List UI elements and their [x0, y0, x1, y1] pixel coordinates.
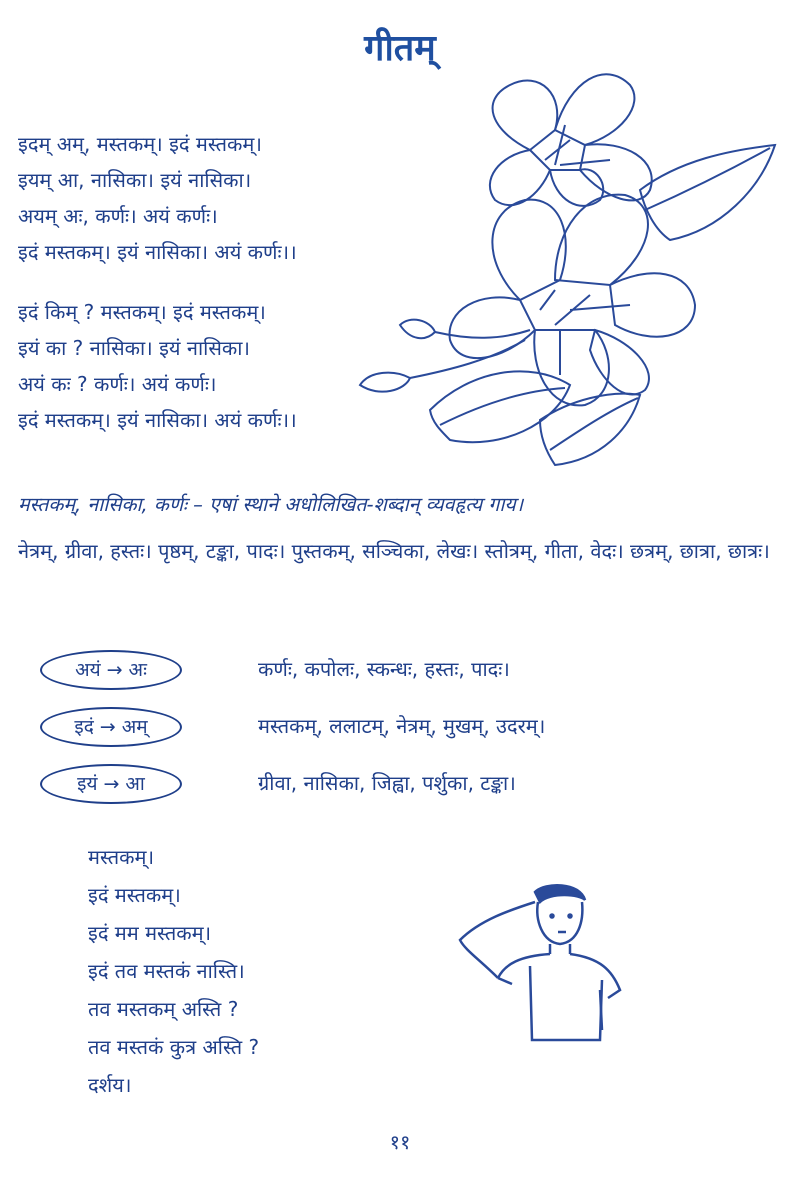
pronoun-row-words: कर्णः, कपोलः, स्कन्धः, हस्तः, पादः। [258, 657, 510, 681]
page-number: ११ [389, 1130, 411, 1154]
pronoun-from: अयं [75, 659, 101, 681]
verse-line: इयं का ? नासिका। इयं नासिका। [18, 336, 250, 360]
pronoun-to: आ [125, 773, 145, 795]
poem-line: तव मस्तकं कुत्र अस्ति ? [88, 1035, 260, 1059]
poem-line: इदं मस्तकम्। [88, 883, 181, 907]
verse-2 [18, 294, 297, 438]
pronoun-row-words: मस्तकम्, ललाटम्, नेत्रम्, मुखम्, उदरम्। [258, 714, 546, 738]
poem-line: इदं तव मस्तकं नास्ति। [88, 959, 245, 983]
poem-line: दर्शय। [88, 1073, 132, 1097]
boy-illustration [450, 880, 640, 1050]
arrow-icon: → [99, 716, 116, 738]
poem [88, 838, 259, 1104]
pronoun-to: अम् [121, 716, 148, 738]
pronoun-from: इयं [77, 773, 98, 795]
arrow-icon: → [103, 773, 120, 795]
instruction-text: मस्तकम्, नासिका, कर्णः – एषां स्थाने अधोलिखित-शब्दान् व्यवहृत्य गाय। [18, 493, 524, 516]
pronoun-oval [40, 764, 182, 804]
page-title: गीतम् [364, 28, 436, 69]
verse-line: इदं किम् ? मस्तकम्। इदं मस्तकम्। [18, 300, 266, 324]
verse-line: इयम् आ, नासिका। इयं नासिका। [18, 168, 252, 192]
substitution-word-list: नेत्रम्, ग्रीवा, हस्तः। पृष्ठम्, टङ्का, पादः। पुस्तकम्, सञ्चिका, लेखः। स्तोत्रम्, गीता, वेदः। छत्रम्, छात्रा, छात्रः। [18, 539, 770, 563]
pronoun-from: इदं [74, 716, 94, 738]
poem-line: मस्तकम्। [88, 845, 155, 869]
pronoun-oval [40, 650, 182, 690]
poem-line: इदं मम मस्तकम्। [88, 921, 212, 945]
pronoun-to: अः [128, 659, 147, 681]
verse-line: इदम् अम्, मस्तकम्। इदं मस्तकम्। [18, 132, 262, 156]
verse-line: अयं कः ? कर्णः। अयं कर्णः। [18, 372, 217, 396]
flower-illustration [340, 40, 790, 480]
verse-line: इदं मस्तकम्। इयं नासिका। अयं कर्णः।। [18, 240, 297, 264]
verse-line: अयम् अः, कर्णः। अयं कर्णः। [18, 204, 218, 228]
pronoun-row-words: ग्रीवा, नासिका, जिह्वा, पर्शुका, टङ्का। [258, 771, 516, 795]
arrow-icon: → [106, 659, 123, 681]
pronoun-oval [40, 707, 182, 747]
poem-line: तव मस्तकम् अस्ति ? [88, 997, 239, 1021]
verse-1 [18, 126, 297, 270]
verse-line: इदं मस्तकम्। इयं नासिका। अयं कर्णः।। [18, 408, 297, 432]
